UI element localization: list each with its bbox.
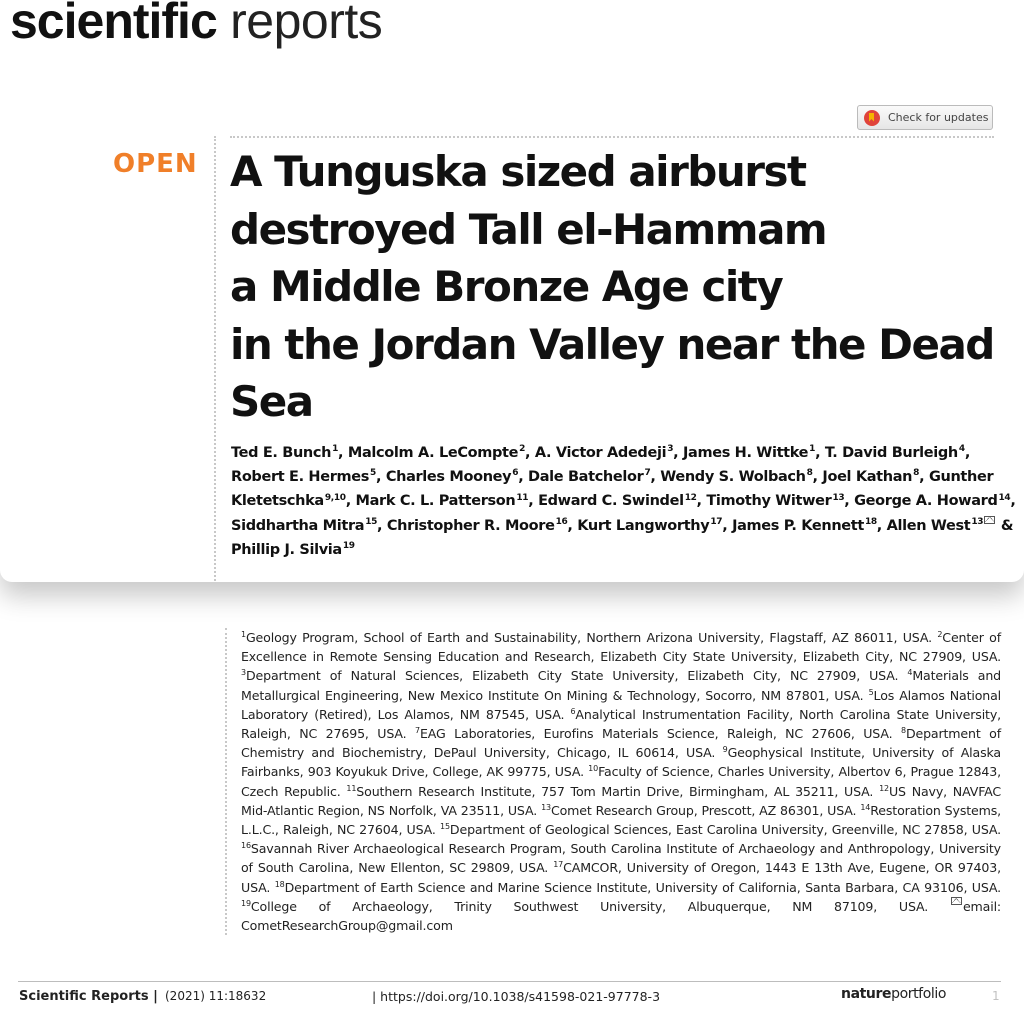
author-name[interactable]: James P. Kennett: [732, 517, 864, 534]
author-separator: ,: [650, 469, 661, 486]
author-affiliation-number: 2: [519, 444, 526, 455]
open-access-label: OPEN: [113, 149, 198, 179]
author-affiliation-number: 3: [667, 444, 674, 455]
author-separator: ,: [375, 469, 386, 486]
affiliation-text: Department of Geological Sciences, East Carolina University, Greenville, NC 27858, USA.: [449, 822, 1001, 838]
publisher-bold: nature: [841, 986, 892, 1002]
affiliation-number: 19: [241, 898, 251, 908]
affiliation-text: Department of Natural Sciences, Elizabeth City State University, Elizabeth City, NC 27909, USA.: [245, 668, 899, 684]
affiliation-text: Restoration Systems, L.L.C., Raleigh, NC 27604, USA.: [241, 802, 1002, 838]
affiliation-number: 18: [274, 879, 285, 889]
author-name[interactable]: Phillip J. Silvia: [231, 541, 342, 558]
affiliation-text: Comet Research Group, Prescott, AZ 86301, USA.: [550, 802, 857, 818]
author-affiliation-number: 15: [365, 516, 378, 527]
affiliation-number: 8: [900, 725, 906, 735]
header-divider: [230, 136, 994, 138]
author-name[interactable]: Timothy Witwer: [706, 493, 832, 510]
author-affiliation-number: 5: [370, 468, 376, 479]
affiliation-text: Center of Excellence in Remote Sensing Education and Research, Elizabeth City State University, Elizabeth City, NC 27909, USA.: [241, 630, 1002, 665]
author-affiliation-number: 13: [971, 516, 984, 527]
author-affiliation-number: 17: [710, 516, 723, 527]
author-affiliation-number: 18: [864, 516, 877, 527]
author-separator: ,: [812, 469, 823, 486]
author-name[interactable]: Ted E. Bunch: [231, 445, 332, 461]
journal-logo[interactable]: [10, 0, 382, 52]
title-line: A Tunguska sized airburst: [230, 147, 806, 196]
author-separator: ,: [528, 493, 539, 510]
author-separator: ,: [345, 493, 356, 510]
author-name[interactable]: Siddhartha Mitra: [231, 517, 365, 534]
affiliation-number: 14: [860, 802, 871, 812]
affiliation-text: Southern Research Institute, 757 Tom Martin Drive, Birmingham, AL 35211, USA.: [356, 783, 874, 799]
check-for-updates-icon: [864, 110, 880, 126]
affiliation-number: 11: [346, 783, 357, 793]
author-separator: ,: [518, 469, 529, 486]
author-name[interactable]: Gunther Kletetschka: [231, 469, 994, 510]
page-number: 1: [992, 989, 1000, 1003]
affiliation-number: 3: [241, 668, 246, 678]
correspondence-email[interactable]: email: CometResearchGroup@gmail.com: [241, 898, 1002, 934]
footer-doi-link[interactable]: | https://doi.org/10.1038/s41598-021-97778-3: [372, 989, 661, 1004]
author-name[interactable]: Wendy S. Wolbach: [660, 469, 806, 486]
author-name[interactable]: Christopher R. Moore: [386, 517, 555, 534]
author-affiliation-number: 12: [684, 492, 697, 503]
author-name[interactable]: A. Victor Adedeji: [534, 445, 667, 461]
affiliation-text: College of Archaeology, Trinity Southwest University, Albuquerque, NM 87109, USA.: [250, 898, 929, 914]
author-affiliation-number: 1: [332, 444, 339, 455]
check-for-updates-button[interactable]: [857, 105, 993, 130]
affiliation-number: 12: [879, 783, 889, 793]
author-name[interactable]: James H. Wittke: [682, 445, 809, 461]
title-left-rule: [214, 136, 216, 581]
author-affiliation-number: 4: [958, 444, 965, 455]
affiliation-text: Savannah River Archaeological Research Program, South Carolina Institute of Archaeology and Anthropology, University of South Carolina, New Ellenton, SC 29809, USA.: [241, 841, 1001, 876]
affiliation-text: Department of Chemistry and Biochemistry, DePaul University, Chicago, IL 60614, USA.: [241, 726, 1001, 761]
author-affiliation-number: 16: [555, 516, 568, 527]
author-separator: ,: [815, 445, 825, 461]
affiliation-number: 10: [588, 764, 599, 774]
affiliation-number: 9: [722, 745, 728, 755]
title-line: destroyed Tall el-Hammam: [230, 204, 827, 254]
author-separator: ,: [673, 445, 683, 461]
affiliation-text: Los Alamos National Laboratory (Retired), Los Alamos, NM 87545, USA.: [241, 687, 1002, 722]
affiliation-number: 5: [868, 687, 874, 697]
author-name[interactable]: T. David Burleigh: [824, 445, 958, 461]
author-separator: ,: [876, 517, 887, 534]
footer-divider: [18, 981, 1001, 982]
nature-portfolio-logo: [841, 986, 946, 1002]
footer-journal: Scientific Reports |: [19, 989, 158, 1004]
author-name[interactable]: Malcolm A. LeCompte: [347, 445, 519, 461]
author-name[interactable]: Edward C. Swindel: [538, 493, 684, 510]
affiliation-number: 6: [570, 706, 576, 716]
author-separator: ,: [377, 517, 387, 534]
author-separator: ,: [919, 469, 929, 486]
publisher-light: portfolio: [891, 986, 947, 1002]
author-affiliation-number: 9,10: [324, 492, 346, 503]
title-line: in the Jordan Valley near the Dead: [230, 319, 994, 369]
author-separator: ,: [1010, 493, 1016, 510]
author-separator: ,: [567, 517, 578, 534]
affiliation-number: 2: [937, 629, 943, 639]
title-line: a Middle Bronze Age city: [230, 262, 783, 312]
author-separator: ,: [722, 517, 733, 534]
author-separator: ,: [844, 493, 855, 510]
affiliation-number: 7: [415, 725, 420, 735]
journal-name-light: reports: [230, 0, 383, 49]
check-for-updates-label: Check for updates: [888, 111, 989, 124]
author-affiliation-number: 1: [809, 444, 816, 455]
affiliation-number: 4: [907, 668, 913, 678]
author-affiliation-number: 14: [998, 492, 1011, 503]
affiliation-text: Geology Program, School of Earth and Sustainability, Northern Arizona University, Flagstaff, AZ 86011, USA.: [245, 630, 932, 645]
affiliation-number: 1: [241, 629, 246, 639]
author-name[interactable]: Mark C. L. Patterson: [355, 493, 516, 510]
author-list: [231, 441, 1021, 562]
journal-name-bold: scientific: [10, 0, 217, 49]
affiliation-text: Geophysical Institute, University of Alaska Fairbanks, 903 Koyukuk Drive, College, AK 99775, USA.: [241, 745, 1002, 780]
author-affiliation-number: 11: [516, 492, 529, 503]
author-separator: ,: [964, 445, 970, 461]
author-name[interactable]: George A. Howard: [854, 493, 998, 510]
footer-year-volume: (2021) 11:18632: [165, 989, 267, 1003]
author-name[interactable]: Charles Mooney: [385, 469, 512, 486]
affiliation-text: EAG Laboratories, Eurofins Materials Science, Raleigh, NC 27606, USA.: [419, 726, 893, 742]
author-affiliation-number: 7: [644, 468, 651, 479]
affiliation-number: 16: [241, 841, 251, 851]
affiliation-text: US Navy, NAVFAC Mid-Atlantic Region, NS Norfolk, VA 23511, USA.: [241, 783, 1002, 818]
author-affiliation-number: 8: [913, 468, 920, 479]
affiliation-number: 13: [541, 802, 551, 812]
author-name[interactable]: Dale Batchelor: [528, 469, 644, 486]
envelope-icon: [951, 897, 962, 905]
author-name[interactable]: Allen West: [886, 517, 971, 534]
author-affiliation-number: 13: [832, 492, 845, 503]
author-separator: ,: [525, 445, 535, 461]
affiliation-text: Analytical Instrumentation Facility, North Carolina State University, Raleigh, NC 27695, USA.: [241, 706, 1002, 742]
author-separator: ,: [338, 445, 348, 461]
affiliation-number: 15: [440, 821, 450, 831]
affiliation-text: Department of Earth Science and Marine Science Institute, University of California, Santa Barbara, CA 93106, USA.: [284, 879, 1002, 895]
affiliation-text: Materials and Metallurgical Engineering, New Mexico Institute On Mining & Technology, Socorro, NM 87801, USA.: [241, 668, 1001, 703]
author-separator: &: [996, 517, 1014, 534]
author-name[interactable]: Robert E. Hermes: [231, 469, 370, 486]
author-affiliation-number: 6: [512, 468, 519, 479]
article-title: [230, 143, 1020, 431]
envelope-icon[interactable]: [984, 516, 995, 524]
title-line: Sea: [230, 377, 313, 427]
affiliation-number: 17: [553, 860, 564, 870]
author-name[interactable]: Kurt Langworthy: [577, 517, 710, 534]
author-affiliation-number: 8: [806, 468, 813, 479]
author-affiliation-number: 19: [342, 540, 355, 551]
affiliation-text: Faculty of Science, Charles University, Albertov 6, Prague 12843, Czech Republic.: [241, 764, 1001, 799]
author-separator: ,: [696, 493, 707, 510]
affiliations: [225, 628, 1001, 935]
author-name[interactable]: Joel Kathan: [822, 469, 913, 486]
affiliation-text: CAMCOR, University of Oregon, 1443 E 13th Ave, Eugene, OR 97403, USA.: [241, 860, 1001, 895]
